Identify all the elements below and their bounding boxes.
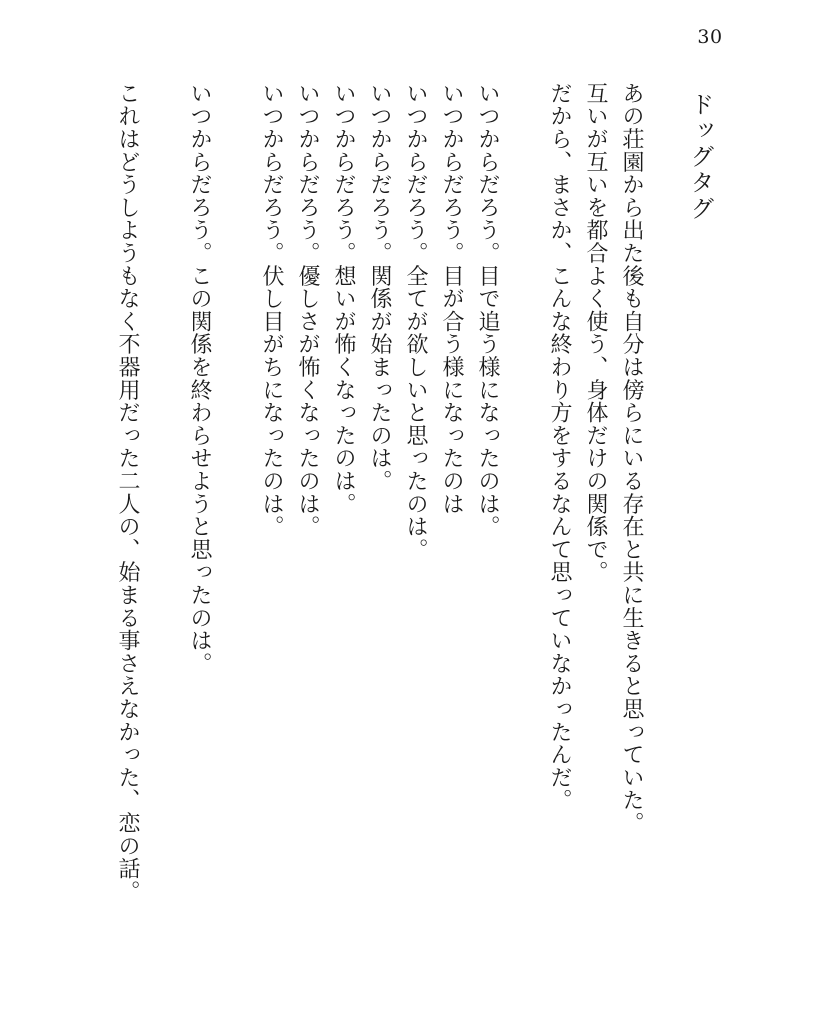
text-line: いつからだろう。優しさが怖くなったのは。 xyxy=(295,82,320,538)
text-line: 互いが互いを都合よく使う、身体だけの関係で。 xyxy=(583,82,608,584)
text-line: いつからだろう。関係が始まったのは。 xyxy=(367,82,392,493)
text-line: だから、まさか、こんな終わり方をするなんて思っていなかったんだ。 xyxy=(547,82,572,812)
text-line: これはどうしようもなく不器用だった二人の、始まる事さえなかった、恋の話。 xyxy=(115,82,140,903)
blank-line xyxy=(505,82,541,83)
text-line: いつからだろう。目で追う様になったのは。 xyxy=(475,82,500,538)
body-text xyxy=(109,82,649,982)
text-line: いつからだろう。全てが欲しいと思ったのは。 xyxy=(403,82,428,561)
page-number: 30 xyxy=(697,26,723,48)
blank-line xyxy=(145,82,181,83)
blank-line xyxy=(217,82,253,83)
text-line: いつからだろう。この関係を終わらせようと思ったのは。 xyxy=(187,82,212,675)
text-line: いつからだろう。伏し目がちになったのは。 xyxy=(259,82,284,538)
chapter-heading: ドッグタグ xyxy=(686,92,714,222)
text-line: いつからだろう。目が合う様になったのは xyxy=(439,82,464,516)
text-line: あの荘園から出た後も自分は傍らにいる存在と共に生きると思っていた。 xyxy=(619,82,644,835)
text-line: いつからだろう。想いが怖くなったのは。 xyxy=(331,82,356,516)
